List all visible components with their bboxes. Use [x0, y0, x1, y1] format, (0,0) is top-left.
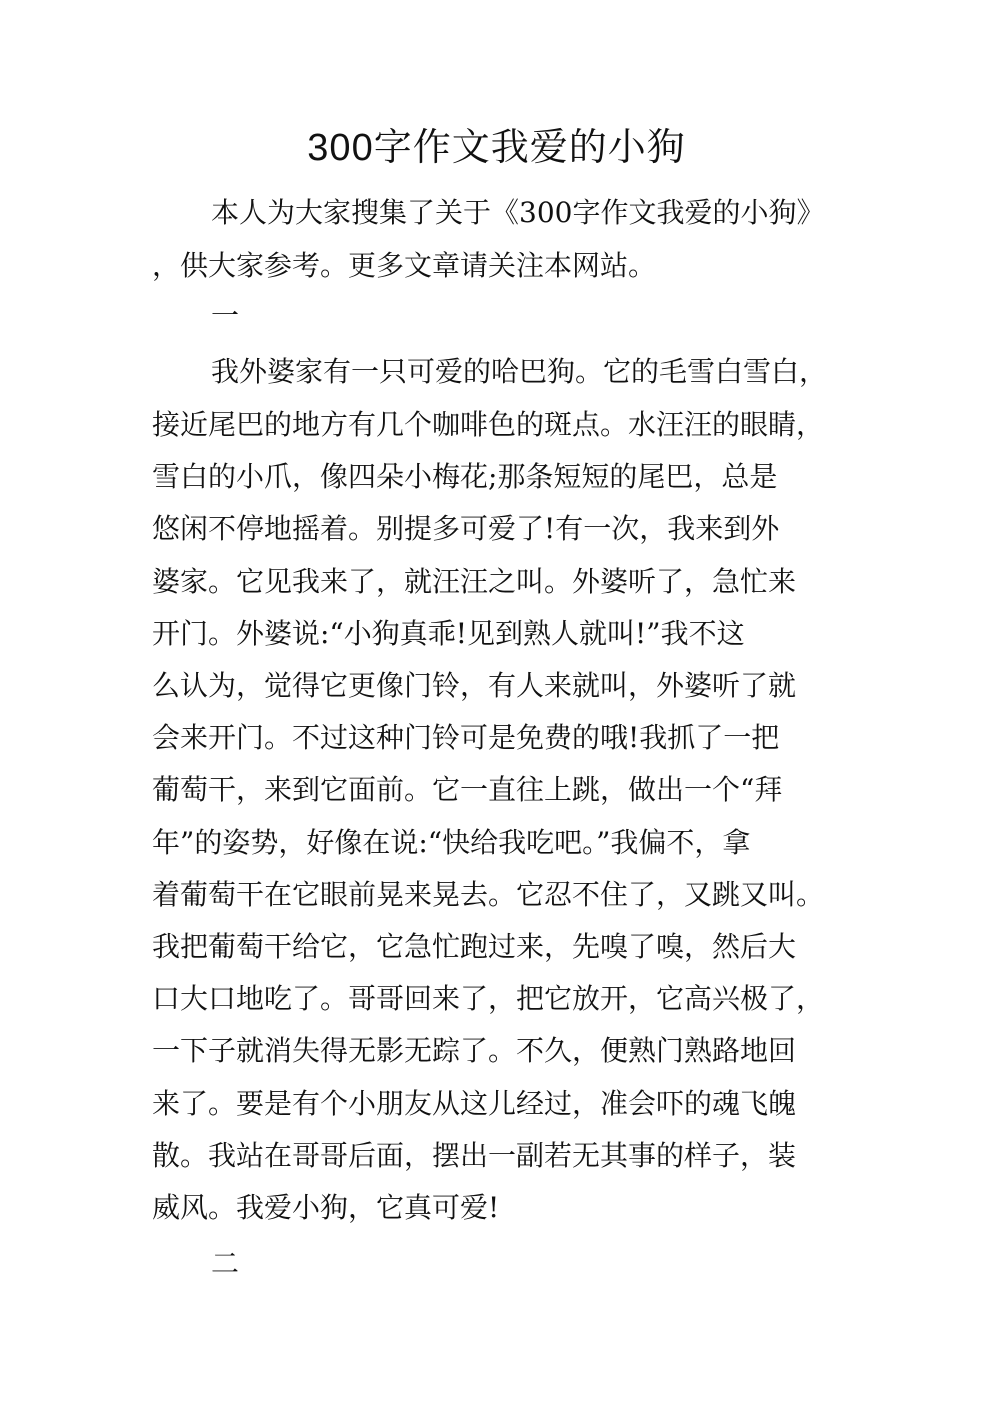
paragraph-line: 来了。要是有个小朋友从这儿经过，准会吓的魂飞魄 — [152, 1087, 797, 1120]
paragraph-line: 悠闲不停地摇着。别提多可爱了!有一次，我来到外 — [152, 512, 780, 545]
intro-line: 本人为大家搜集了关于《300字作文我爱的小狗》 — [211, 196, 825, 229]
paragraph-line: 我把葡萄干给它，它急忙跑过来，先嗅了嗅，然后大 — [152, 930, 797, 963]
paragraph-line: 口大口地吃了。哥哥回来了，把它放开，它高兴极了， — [152, 982, 825, 1015]
section-marker-2: 二 — [211, 1247, 240, 1280]
paragraph-line: 威风。我爱小狗，它真可爱! — [152, 1191, 500, 1224]
paragraph-line: 婆家。它见我来了，就汪汪之叫。外婆听了，急忙来 — [152, 565, 797, 598]
paragraph-line: 散。我站在哥哥后面，摆出一副若无其事的样子，装 — [152, 1139, 797, 1172]
paragraph-line: 雪白的小爪，像四朵小梅花;那条短短的尾巴，总是 — [152, 460, 778, 493]
paragraph-line: 么认为，觉得它更像门铃，有人来就叫，外婆听了就 — [152, 669, 797, 702]
section-marker-1: 一 — [211, 299, 240, 332]
paragraph-line: 接近尾巴的地方有几个咖啡色的斑点。水汪汪的眼睛， — [152, 408, 825, 441]
paragraph-line: 会来开门。不过这种门铃可是免费的哦!我抓了一把 — [152, 721, 780, 754]
paragraph-line: 我外婆家有一只可爱的哈巴狗。它的毛雪白雪白， — [211, 355, 828, 388]
paragraph-line: 葡萄干，来到它面前。它一直往上跳，做出一个“拜 — [152, 773, 783, 806]
paragraph-line: 年”的姿势，好像在说:“快给我吃吧。”我偏不，拿 — [152, 826, 751, 859]
paragraph-line: 一下子就消失得无影无踪了。不久，便熟门熟路地回 — [152, 1034, 797, 1067]
paragraph-line: 开门。外婆说:“小狗真乖!见到熟人就叫!”我不这 — [152, 617, 745, 650]
intro-line: ，供大家参考。更多文章请关注本网站。 — [152, 249, 657, 282]
paragraph-line: 着葡萄干在它眼前晃来晃去。它忍不住了，又跳又叫。 — [152, 878, 825, 911]
document-title: 300字作文我爱的小狗 — [307, 127, 686, 169]
